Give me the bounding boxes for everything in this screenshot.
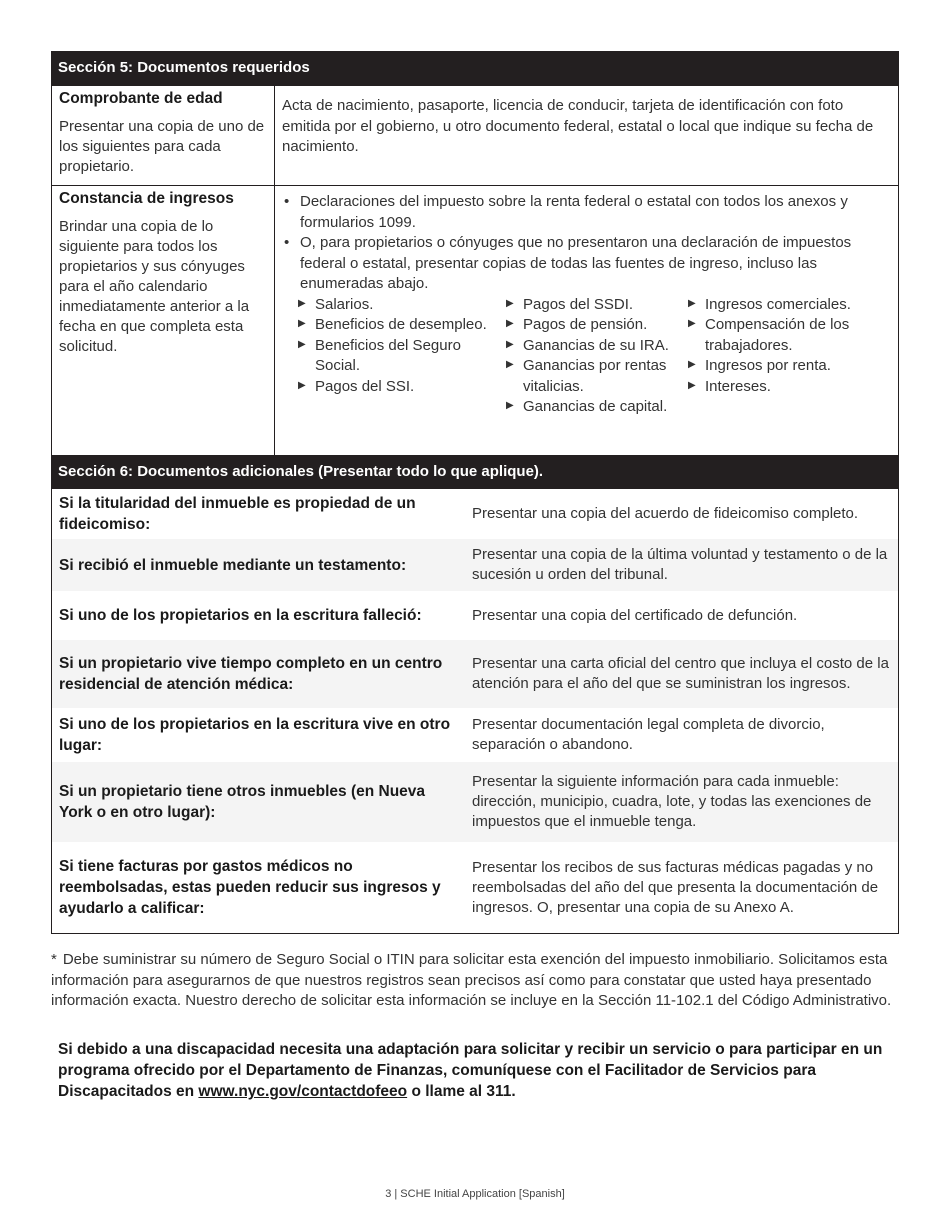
notice-text-end: o llame al 311. (407, 1083, 516, 1100)
condition-cell: Si la titularidad del inmueble es propiedad de un fideicomiso: (59, 495, 416, 533)
page-footer: 3 | SCHE Initial Application [Spanish] (385, 1188, 565, 1200)
list-item: ▶ Intereses. (686, 377, 886, 398)
list-item: ▶ Pagos del SSI. (296, 377, 504, 398)
income-sources-column-3 (686, 295, 886, 418)
accessibility-notice (58, 1039, 903, 1102)
notice-text: Si debido a una discapacidad necesita una adaptación para solicitar y recibir un servicio o para participar en un programa ofrecido por el Departamento de Finanzas, comuníquese con el Facilitador de Servicios para Discapacitados en (58, 1041, 883, 1100)
proof-of-income-label-cell (52, 186, 275, 455)
income-sources-column-2 (504, 295, 686, 418)
condition-cell: Si un propietario vive tiempo completo en un centro residencial de atención médica: (59, 655, 443, 693)
requirement-cell: Presentar una copia del acuerdo de fideicomiso completo. (472, 505, 859, 522)
document-page (51, 51, 899, 934)
table-row (52, 842, 898, 933)
requirement-cell: Presentar una copia de la última voluntad y testamento o de la sucesión u orden del tribunal. (472, 546, 888, 583)
requirement-cell: Presentar la siguiente información para cada inmueble: dirección, municipio, cuadra, lote, y todas las exenciones de impuestos que el inmueble tenga. (472, 773, 872, 830)
requirement-cell: Presentar los recibos de sus facturas médicas pagadas y no reembolsadas del año del que presenta la documentación de ingresos. O, presentar una copia de su Anexo A. (472, 858, 879, 916)
table-row (52, 489, 898, 539)
list-item: • Declaraciones del impuesto sobre la renta federal o estatal con todos los anexos y formularios 1099. (282, 192, 891, 233)
proof-of-income-row (52, 185, 898, 455)
list-item: ▶ Ingresos por renta. (686, 356, 886, 377)
table-row (52, 640, 898, 708)
list-item: ▶ Pagos de pensión. (504, 315, 686, 336)
proof-of-income-title: Constancia de ingresos (59, 190, 234, 207)
section-6 (51, 455, 899, 934)
income-sources (296, 295, 891, 418)
requirement-cell: Presentar documentación legal completa de divorcio, separación o abandono. (472, 716, 825, 753)
requirement-cell: Presentar una carta oficial del centro que incluya el costo de la atención para el año del que se suministran los ingresos. (472, 655, 889, 692)
list-item: ▶ Ganancias por rentas vitalicias. (504, 356, 686, 397)
table-row (52, 539, 898, 591)
footnote-asterisk: * (51, 951, 57, 968)
list-item: ▶ Pagos del SSDI. (504, 295, 686, 316)
footnote-text: Debe suministrar su número de Seguro Social o ITIN para solicitar esta exención del impuesto inmobiliario. Solicitamos esta información para asegurarnos de que nuestros registros sean precisos así como para constatar que usted haya presentado información exacta. Nuestro derecho de solicitar esta información se incluye en la Sección 11-102.1 del Código Administrativo. (51, 951, 892, 1009)
proof-of-age-row (52, 85, 898, 185)
condition-cell: Si recibió el inmueble mediante un testamento: (59, 556, 407, 574)
section-5 (51, 51, 899, 455)
list-item: ▶ Salarios. (296, 295, 504, 316)
proof-of-income-content (275, 186, 898, 455)
list-item: ▶ Beneficios de desempleo. (296, 315, 504, 336)
list-item: ▶ Beneficios del Seguro Social. (296, 336, 504, 377)
list-item: • O, para propietarios o cónyuges que no presentaron una declaración de impuestos federal o estatal, presentar copias de todas las fuentes de ingreso, incluso las enumeradas abajo. (282, 233, 891, 295)
proof-of-age-description: Presentar una copia de uno de los siguientes para cada propietario. (59, 118, 265, 175)
table-row (52, 708, 898, 762)
income-sources-column-1 (296, 295, 504, 418)
list-item: ▶ Ganancias de su IRA. (504, 336, 686, 357)
section-6-header: Sección 6: Documentos adicionales (Presentar todo lo que aplique). (51, 455, 899, 489)
condition-cell: Si un propietario tiene otros inmuebles (en Nueva York o en otro lugar): (59, 783, 426, 821)
list-item: ▶ Compensación de los trabajadores. (686, 315, 886, 356)
proof-of-income-description: Brindar una copia de lo siguiente para todos los propietarios y sus cónyuges para el año calendario inmediatamente anterior a la fecha en que completa esta solicitud. (59, 218, 250, 355)
section-5-header: Sección 5: Documentos requeridos (51, 51, 899, 85)
list-item: ▶ Ganancias de capital. (504, 397, 686, 418)
income-documents-list (282, 192, 891, 295)
table-row (52, 762, 898, 842)
condition-cell: Si uno de los propietarios en la escritura vive en otro lugar: (59, 716, 451, 754)
ssn-footnote (51, 950, 901, 1012)
table-row (52, 591, 898, 640)
proof-of-age-label-cell (52, 86, 275, 185)
list-item: ▶ Ingresos comerciales. (686, 295, 886, 316)
contact-link[interactable]: www.nyc.gov/contactdofeeo (198, 1083, 408, 1100)
condition-cell: Si tiene facturas por gastos médicos no reembolsadas, estas pueden reducir sus ingresos y ayudarlo a calificar: (59, 858, 441, 917)
requirement-cell: Presentar una copia del certificado de defunción. (472, 606, 798, 624)
proof-of-age-content: Acta de nacimiento, pasaporte, licencia de conducir, tarjeta de identificación con foto emitida por el gobierno, u otro documento federal, estatal o local que indique su fecha de nacimiento. (282, 97, 874, 155)
proof-of-age-title: Comprobante de edad (59, 90, 223, 107)
condition-cell: Si uno de los propietarios en la escritura falleció: (59, 607, 422, 624)
